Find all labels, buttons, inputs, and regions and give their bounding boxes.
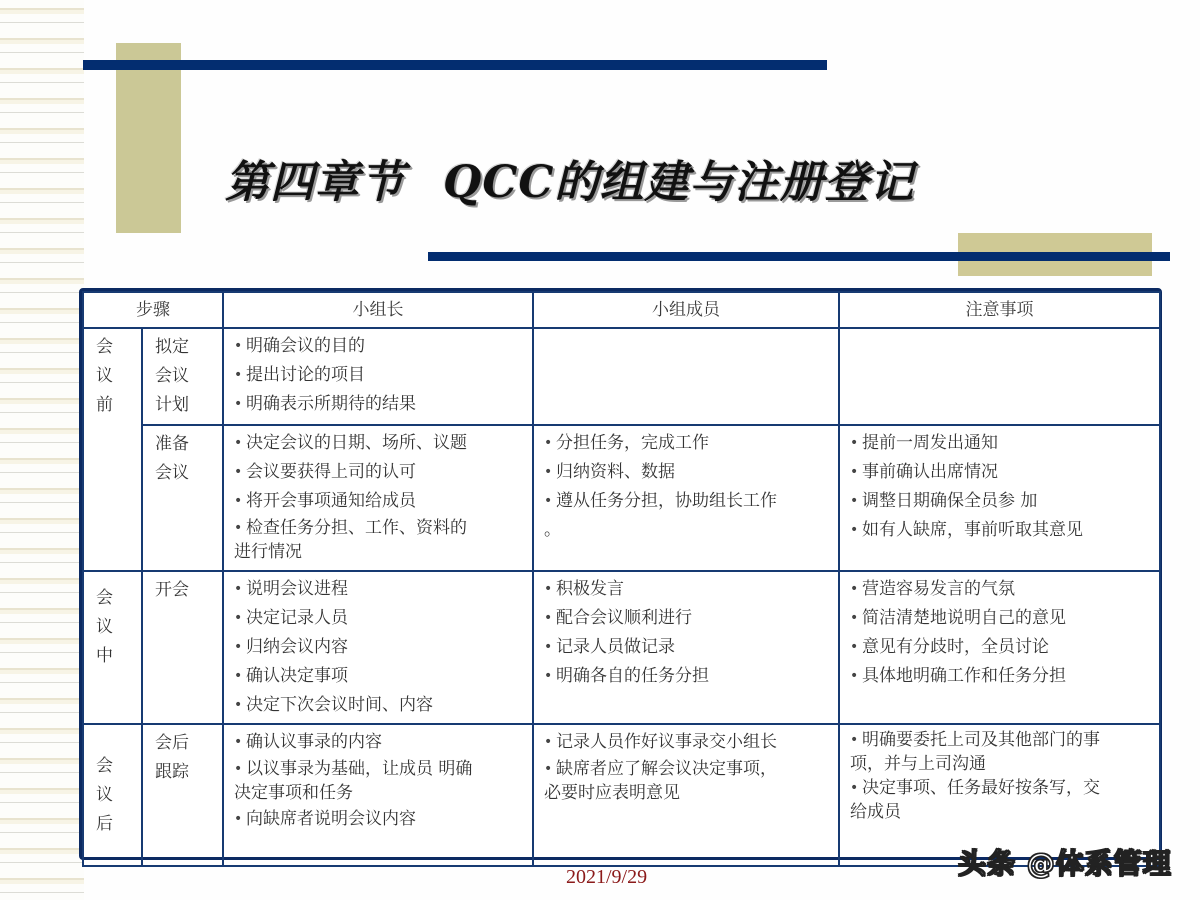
list-item-continuation: 。 [544, 520, 561, 540]
leader-cell [223, 328, 533, 425]
members-cell [533, 724, 839, 866]
stage-label: 会议前 [96, 337, 113, 415]
list-item: • 营造容易发言的气氛 [850, 575, 1149, 604]
stage-cell-after [83, 724, 142, 866]
step-label: 开会 [155, 580, 189, 600]
list-item: • 意见有分歧时，全员讨论 [850, 633, 1149, 662]
list-item: • 明确表示所期待的结果 [234, 390, 522, 419]
decorative-navy-bar-top [83, 60, 827, 70]
source-watermark: 头条 @体系管理 [958, 847, 1172, 880]
list-item: • 决定记录人员 [234, 604, 522, 633]
stage-label: 会议中 [96, 588, 113, 666]
list-item: • 归纳资料、数据 [544, 458, 828, 487]
header-notes: 注意事项 [839, 292, 1160, 328]
list-item: • 将开会事项通知给成员 [234, 487, 522, 516]
stage-cell-before [83, 328, 142, 571]
list-item: • 提前一周发出通知 [850, 429, 1149, 458]
list-item-continuation: 项，并与上司沟通 [850, 754, 986, 774]
step-label: 准备会议 [155, 434, 189, 483]
leader-cell [223, 425, 533, 571]
decorative-navy-bar-right [428, 252, 1170, 261]
members-cell [533, 571, 839, 724]
list-item: • 决定会议的日期、场所、议题 [234, 429, 522, 458]
list-item: • 积极发言 [544, 575, 828, 604]
leader-cell [223, 724, 533, 866]
list-item: • 明确要委托上司及其他部门的事 [850, 728, 1149, 752]
list-item: • 提出讨论的项目 [234, 361, 522, 390]
table-row [83, 328, 1160, 425]
stage-label: 会议后 [96, 755, 113, 834]
list-item: • 确认议事录的内容 [234, 728, 522, 757]
list-item: • 会议要获得上司的认可 [234, 458, 522, 487]
slide-title-topic: QCC的组建与注册登记 [443, 157, 915, 208]
list-item: • 记录人员作好议事录交小组长 [544, 728, 828, 757]
decorative-tan-block-left [116, 43, 181, 233]
leader-cell [223, 571, 533, 724]
step-cell [142, 724, 223, 866]
list-item: • 调整日期确保全员参 加 [850, 487, 1149, 516]
step-label: 拟定会议计划 [155, 337, 189, 415]
list-item: • 记录人员做记录 [544, 633, 828, 662]
list-item: • 确认决定事项 [234, 662, 522, 691]
step-label: 会后跟踪 [155, 733, 189, 782]
step-cell [142, 328, 223, 425]
slide-title-chapter: 第四章节 [225, 157, 405, 208]
decorative-left-stripes [0, 0, 84, 900]
header-leader: 小组长 [223, 292, 533, 328]
table-row [83, 571, 1160, 724]
table-header-row [83, 292, 1160, 328]
list-item: • 明确各自的任务分担 [544, 662, 828, 691]
header-members: 小组成员 [533, 292, 839, 328]
list-item: • 如有人缺席，事前听取其意见 [850, 516, 1149, 545]
list-item: • 具体地明确工作和任务分担 [850, 662, 1149, 691]
notes-cell [839, 328, 1160, 425]
list-item: • 配合会议顺利进行 [544, 604, 828, 633]
list-item: • 遵从任务分担，协助组长工作 [544, 487, 828, 516]
stage-cell-during [83, 571, 142, 724]
list-item-continuation: 给成员 [850, 802, 901, 822]
list-item: • 事前确认出席情况 [850, 458, 1149, 487]
list-item-continuation: 必要时应表明意见 [544, 783, 680, 803]
list-item: • 向缺席者说明会议内容 [234, 805, 522, 834]
header-steps: 步骤 [83, 292, 223, 328]
list-item: • 明确会议的目的 [234, 332, 522, 361]
list-item-continuation: 决定事项和任务 [234, 783, 353, 803]
list-item: • 缺席者应了解会议决定事项， [544, 757, 828, 781]
list-item: • 决定下次会议时间、内容 [234, 691, 522, 720]
meeting-process-table [79, 288, 1162, 860]
table-row [83, 425, 1160, 571]
list-item: • 分担任务，完成工作 [544, 429, 828, 458]
notes-cell [839, 571, 1160, 724]
list-item: • 决定事项、任务最好按条写，交 [850, 776, 1149, 800]
list-item: • 检查任务分担、工作、资料的 [234, 516, 522, 540]
list-item: • 说明会议进程 [234, 575, 522, 604]
list-item-continuation: 进行情况 [234, 542, 302, 562]
members-cell [533, 328, 839, 425]
step-cell [142, 571, 223, 724]
members-cell [533, 425, 839, 571]
notes-cell [839, 425, 1160, 571]
list-item: • 简洁清楚地说明自己的意见 [850, 604, 1149, 633]
step-cell [142, 425, 223, 571]
list-item: • 归纳会议内容 [234, 633, 522, 662]
list-item: • 以议事录为基础，让成员 明确 [234, 757, 522, 781]
slide-title [225, 146, 965, 206]
slide-date: 2021/9/29 [566, 866, 648, 888]
